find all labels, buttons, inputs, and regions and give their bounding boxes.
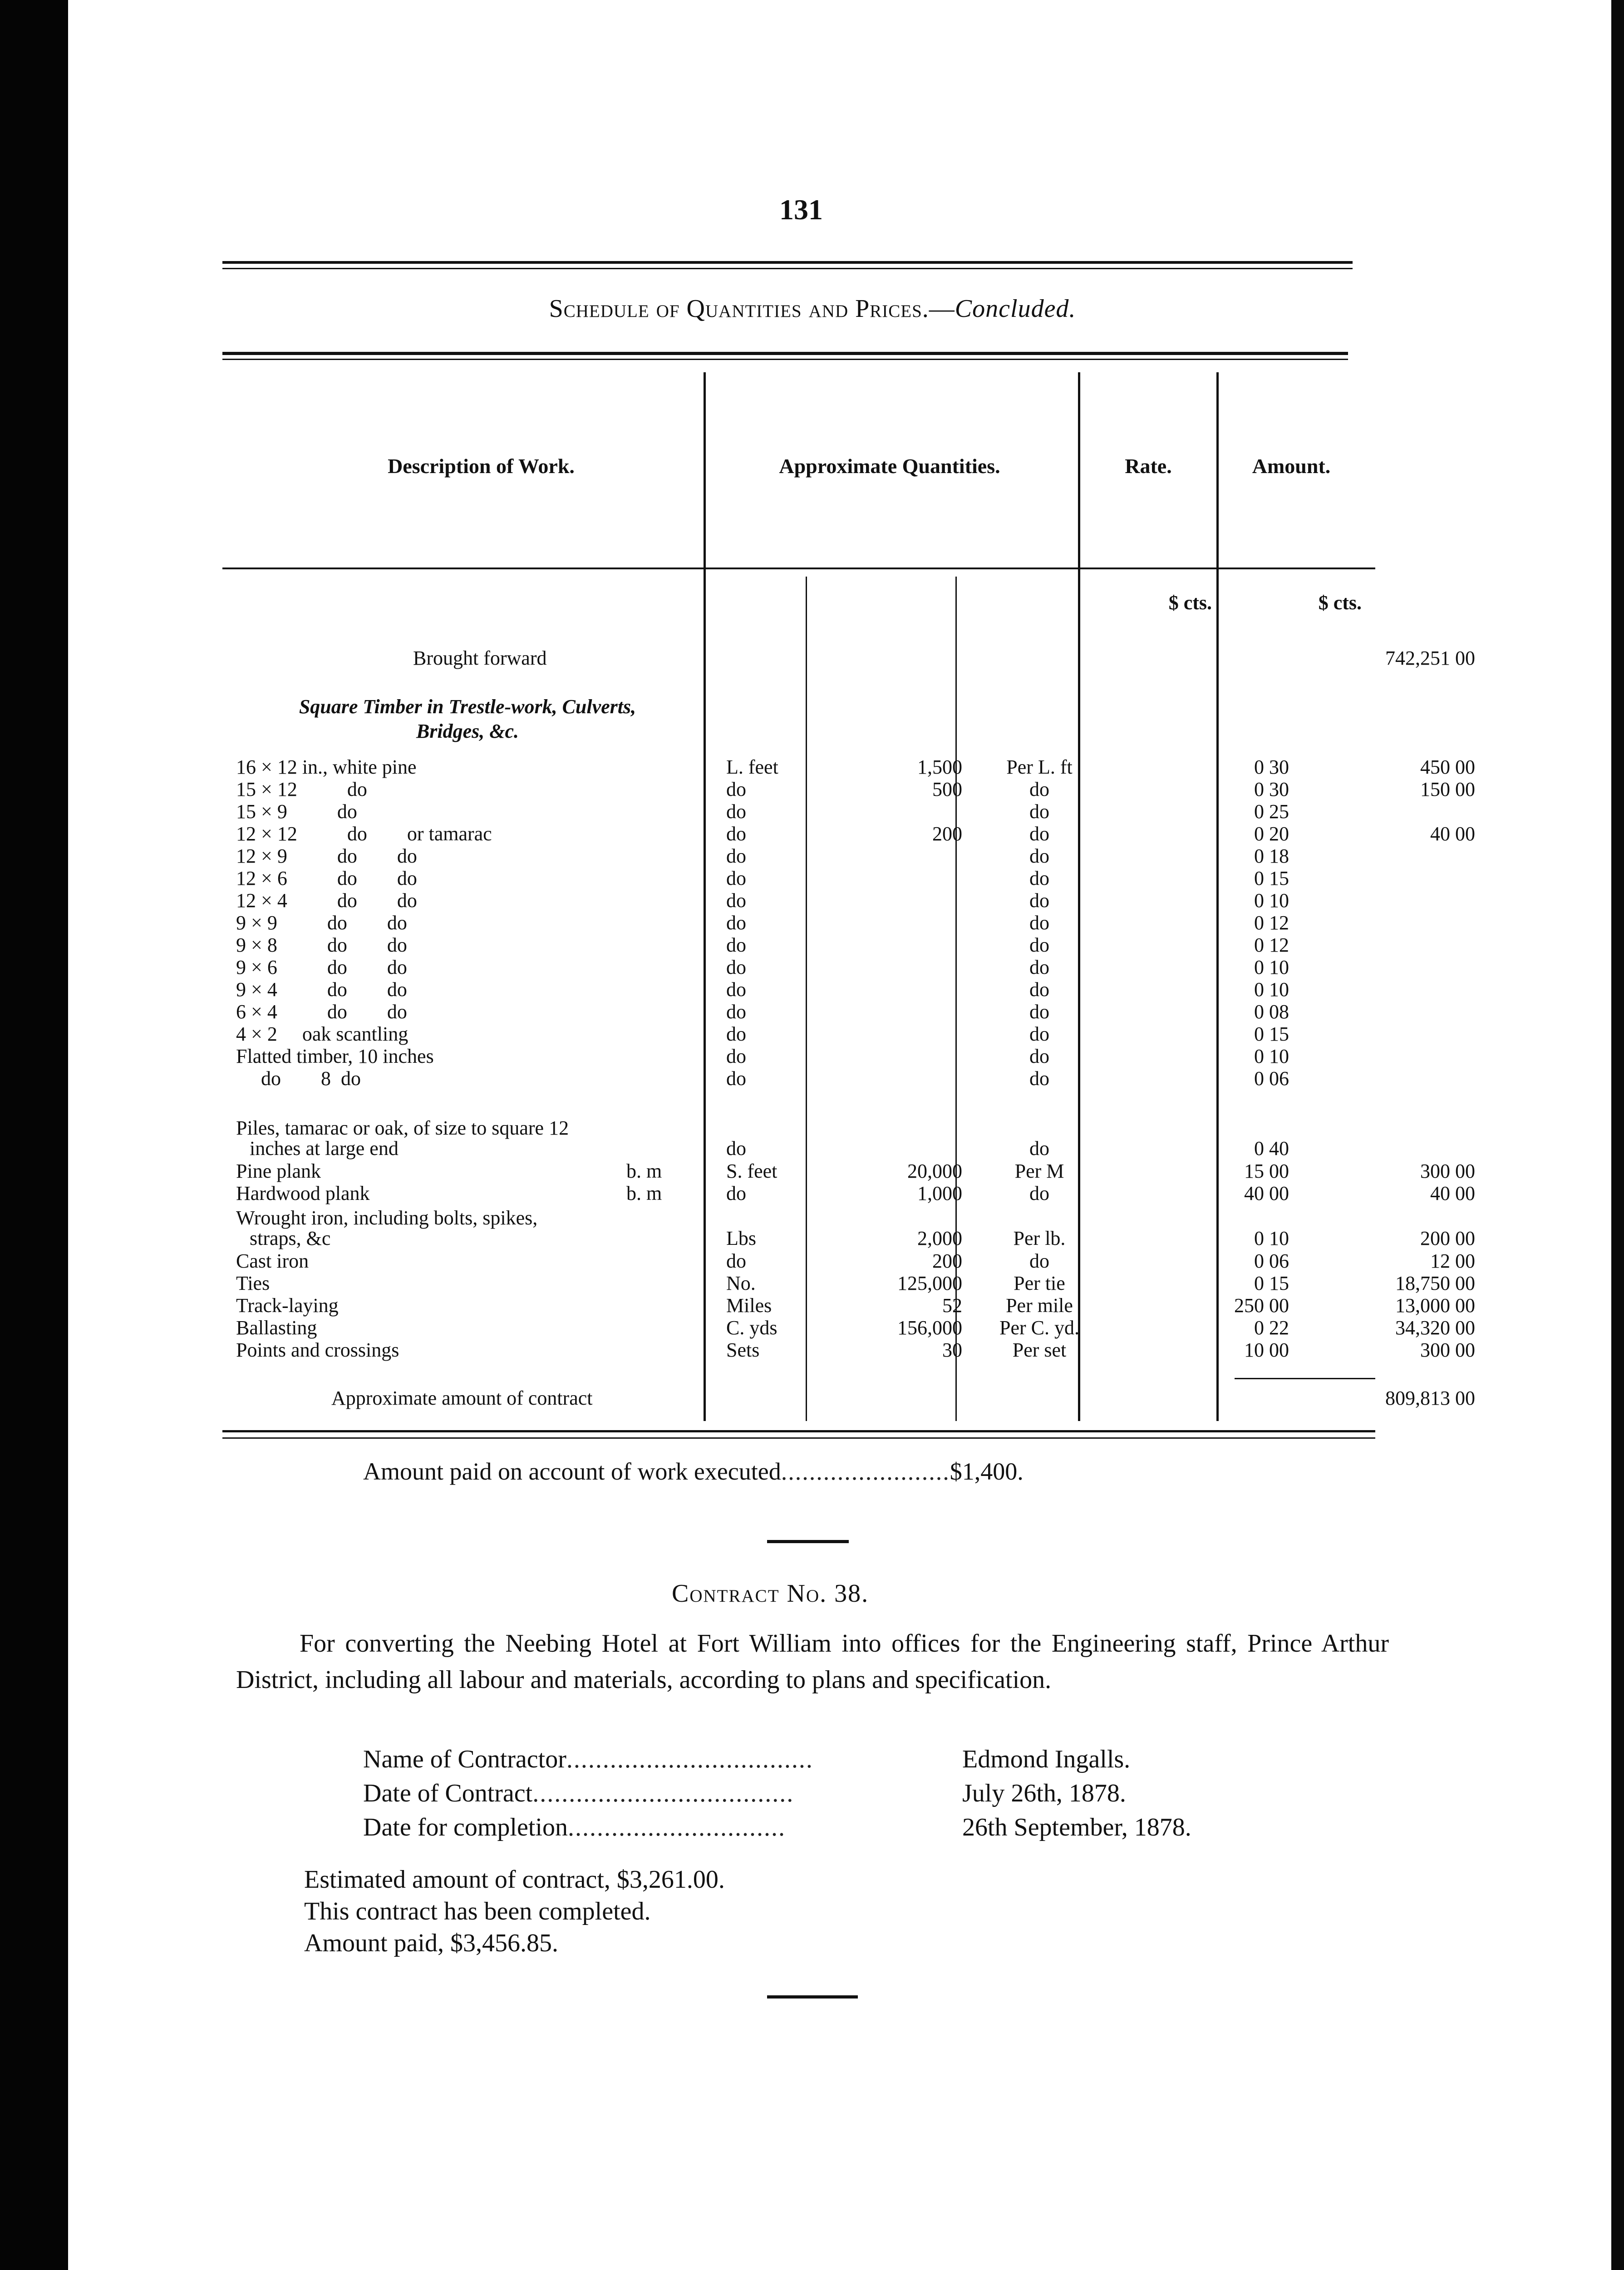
row-rate: 0 06 [1254, 1067, 1289, 1090]
row-unit: do [726, 889, 746, 912]
schedule-title-concluded: Concluded. [955, 295, 1076, 323]
row-description: Hardwood plank [236, 1182, 370, 1204]
row-unit: do [726, 1001, 746, 1023]
row-rate: 0 20 [1254, 823, 1289, 845]
section-heading-line: Square Timber in Trestle-work, Culverts, [299, 696, 636, 718]
row-per: do [1029, 1067, 1049, 1090]
contract-status: This contract has been completed. [304, 1897, 651, 1925]
row-unit: do [726, 800, 746, 823]
row-quantity: 200 [932, 823, 962, 845]
row-description: 12 × 9 do do [236, 845, 417, 867]
brought-forward-label: Brought forward [413, 647, 547, 669]
row-rate: 0 22 [1254, 1317, 1289, 1339]
table-row [236, 1272, 1475, 1295]
table-row [236, 778, 1475, 801]
brought-forward-row [236, 647, 1475, 670]
top-rule [222, 261, 1353, 264]
row-per: Per set [1012, 1339, 1067, 1361]
row-rate: 0 12 [1254, 934, 1289, 956]
row-description: 15 × 9 do [236, 800, 357, 823]
row-description: Pine plank [236, 1160, 321, 1182]
table-row [236, 1160, 1475, 1183]
row-per: Per C. yd. [999, 1317, 1079, 1339]
row-rate: 0 15 [1254, 1272, 1289, 1294]
row-unit: do [726, 1182, 746, 1204]
row-description: 16 × 12 in., white pine [236, 756, 417, 778]
row-unit: do [726, 823, 746, 845]
row-per: do [1029, 978, 1049, 1001]
row-description: Points and crossings [236, 1339, 399, 1361]
row-per: Per mile [1006, 1294, 1073, 1317]
row-description: 6 × 4 do do [236, 1001, 407, 1023]
row-quantity: 52 [942, 1294, 962, 1317]
table-row [236, 1023, 1375, 1046]
row-rate: 0 10 [1254, 978, 1289, 1001]
row-per: do [1029, 1045, 1049, 1067]
row-unit: Sets [726, 1339, 760, 1361]
row-amount: 300 00 [1420, 1339, 1475, 1361]
table-bottom-rule [222, 1430, 1375, 1432]
total-rule [1235, 1378, 1375, 1379]
row-rate: 0 30 [1254, 778, 1289, 800]
row-per: Per M [1014, 1160, 1064, 1182]
row-unit: do [726, 956, 746, 978]
row-rate: 15 00 [1244, 1160, 1289, 1182]
row-per: Per tie [1014, 1272, 1065, 1294]
top-rule-thin [222, 268, 1353, 269]
row-description: 9 × 8 do do [236, 934, 407, 956]
table-row [236, 1001, 1375, 1023]
row-unit: do [726, 934, 746, 956]
section-separator [767, 1540, 849, 1543]
table-row [236, 1250, 1475, 1273]
table-top-rule [222, 352, 1348, 355]
table-row [236, 867, 1375, 890]
row-rate: 0 18 [1254, 845, 1289, 867]
table-row [236, 1067, 1375, 1090]
row-description: Wrought iron, including bolts, spikes, [236, 1207, 538, 1229]
row-description: 9 × 6 do do [236, 956, 407, 978]
contract-field-value: July 26th, 1878. [962, 1779, 1126, 1807]
amount-paid-on-account: Amount paid on account of work executed........................$1,400. [363, 1458, 1024, 1485]
row-per: do [1029, 1137, 1049, 1160]
row-quantity: 125,000 [897, 1272, 962, 1294]
row-unit: Lbs [726, 1227, 756, 1249]
contract-field [363, 1809, 1191, 1846]
row-description: 15 × 12 do [236, 778, 367, 800]
row-description: straps, &c [250, 1227, 331, 1249]
row-rate: 250 00 [1234, 1294, 1289, 1317]
brought-forward-amount: 742,251 00 [1385, 647, 1475, 669]
schedule-title-dash: — [929, 295, 955, 323]
row-rate: 0 10 [1254, 1045, 1289, 1067]
contract-field [363, 1741, 1130, 1777]
table-row [236, 1045, 1375, 1068]
row-amount: 450 00 [1420, 756, 1475, 778]
table-row [236, 978, 1375, 1001]
contract-description: For converting the Neebing Hotel at Fort William into offices for the Engineering staff, Prince Arthur District, including all labour and materials, according to plans and specification. [236, 1629, 1389, 1694]
row-unit: C. yds [726, 1317, 778, 1339]
row-unit: No. [726, 1272, 756, 1294]
row-description: 9 × 9 do do [236, 912, 407, 934]
row-per: do [1029, 823, 1049, 845]
row-description: Piles, tamarac or oak, of size to square 12 [236, 1117, 569, 1139]
row-rate: 0 10 [1254, 956, 1289, 978]
table-row [236, 934, 1375, 957]
row-unit: Miles [726, 1294, 772, 1317]
scan-left-edge [0, 0, 68, 2270]
section-heading-line: Bridges, &c. [416, 720, 519, 742]
scan-right-edge [1611, 0, 1624, 2270]
contract-field-label: Name of Contractor.................................. [363, 1745, 813, 1773]
row-per: do [1029, 778, 1049, 800]
row-rate: 10 00 [1244, 1339, 1289, 1361]
row-rate: 0 06 [1254, 1250, 1289, 1272]
row-quantity: 156,000 [897, 1317, 962, 1339]
schedule-title [222, 294, 1403, 323]
row-amount: 34,320 00 [1395, 1317, 1475, 1339]
row-amount: 40 00 [1430, 1182, 1475, 1204]
amount-paid-label: Amount paid on account of work executed [363, 1458, 781, 1485]
row-unit: do [726, 978, 746, 1001]
row-quantity: 20,000 [907, 1160, 962, 1182]
row-quantity: 2,000 [917, 1227, 962, 1249]
row-per: do [1029, 867, 1049, 889]
row-per: do [1029, 889, 1049, 912]
row-description: Track-laying [236, 1294, 339, 1317]
contract-field-label: Date for completion.............................. [363, 1813, 786, 1841]
header-rule [222, 568, 1375, 569]
row-quantity: 200 [932, 1250, 962, 1272]
row-amount: 40 00 [1430, 823, 1475, 845]
header-description: Description of Work. [388, 454, 575, 478]
row-per: do [1029, 1023, 1049, 1045]
row-rate: 0 15 [1254, 867, 1289, 889]
row-rate: 0 12 [1254, 912, 1289, 934]
table-bottom-rule-thin [222, 1437, 1375, 1439]
row-rate: 0 10 [1254, 1227, 1289, 1249]
contract-title: Contract No. 38. [672, 1579, 869, 1608]
row-unit: S. feet [726, 1160, 778, 1182]
row-quantity: 1,500 [917, 756, 962, 778]
contract-field-label: Date of Contract.................................... [363, 1779, 794, 1807]
row-unit: do [726, 845, 746, 867]
table-top-rule-thin [222, 359, 1348, 360]
row-per: do [1029, 956, 1049, 978]
row-rate: 40 00 [1244, 1182, 1289, 1204]
table-row [236, 1182, 1475, 1205]
contract-field [363, 1775, 1126, 1811]
row-quantity: 500 [932, 778, 962, 800]
row-description: 4 × 2 oak scantling [236, 1023, 408, 1045]
table-row [236, 1294, 1475, 1317]
row-description: 9 × 4 do do [236, 978, 407, 1001]
row-description: Cast iron [236, 1250, 309, 1272]
table-row [236, 889, 1375, 912]
schedule-title-main: Schedule of Quantities and Prices. [549, 295, 929, 323]
table-row [236, 1227, 1475, 1250]
row-per: do [1029, 934, 1049, 956]
row-rate: 0 15 [1254, 1023, 1289, 1045]
table-row [236, 1117, 1375, 1140]
row-description: 12 × 4 do do [236, 889, 417, 912]
page-number: 131 [779, 193, 823, 226]
rate-unit-label: $ cts. [1168, 592, 1212, 614]
row-amount: 300 00 [1420, 1160, 1475, 1182]
contract-field-value: Edmond Ingalls. [962, 1745, 1131, 1773]
row-rate: 0 30 [1254, 756, 1289, 778]
row-rate: 0 08 [1254, 1001, 1289, 1023]
row-amount: 200 00 [1420, 1227, 1475, 1249]
row-suffix: b. m [626, 1182, 662, 1204]
row-unit: do [726, 912, 746, 934]
row-amount: 13,000 00 [1395, 1294, 1475, 1317]
row-suffix: b. m [626, 1160, 662, 1182]
row-per: do [1029, 1250, 1049, 1272]
table-row [236, 1339, 1475, 1362]
contract-field-value: 26th September, 1878. [962, 1813, 1191, 1841]
table-row [236, 1317, 1475, 1339]
header-rate: Rate. [1125, 454, 1172, 478]
row-description: do 8 do [236, 1067, 361, 1090]
section-heading [236, 695, 699, 744]
row-quantity: 1,000 [917, 1182, 962, 1204]
row-description: Ballasting [236, 1317, 317, 1339]
row-quantity: 30 [942, 1339, 962, 1361]
table-row [236, 800, 1375, 823]
table-row [236, 912, 1375, 934]
estimated-amount: Estimated amount of contract, $3,261.00. [304, 1865, 725, 1894]
row-unit: do [726, 1045, 746, 1067]
row-unit: do [726, 1137, 746, 1160]
row-per: do [1029, 800, 1049, 823]
amount-paid: Amount paid, $3,456.85. [304, 1929, 558, 1957]
header-quantities: Approximate Quantities. [779, 454, 1000, 478]
row-unit: do [726, 1023, 746, 1045]
row-description: Flatted timber, 10 inches [236, 1045, 434, 1067]
amount-unit-label: $ cts. [1318, 592, 1362, 614]
approximate-total-label: Approximate amount of contract [331, 1387, 593, 1409]
row-unit: do [726, 778, 746, 800]
row-per: do [1029, 1182, 1049, 1204]
row-amount: 12 00 [1430, 1250, 1475, 1272]
table-row [236, 845, 1375, 868]
approximate-total-row [236, 1387, 1475, 1410]
section-separator [767, 1995, 858, 1999]
row-per: do [1029, 1001, 1049, 1023]
row-description: Ties [236, 1272, 270, 1294]
row-per: do [1029, 912, 1049, 934]
row-per: do [1029, 845, 1049, 867]
row-rate: 0 10 [1254, 889, 1289, 912]
table-row [236, 956, 1375, 979]
row-amount: 18,750 00 [1395, 1272, 1475, 1294]
amount-paid-value: $1,400. [950, 1458, 1024, 1485]
table-row [236, 1137, 1375, 1160]
row-rate: 0 40 [1254, 1137, 1289, 1160]
row-unit: do [726, 867, 746, 889]
table-row [236, 1207, 1375, 1229]
row-unit: L. feet [726, 756, 778, 778]
row-unit: do [726, 1250, 746, 1272]
row-per: Per lb. [1013, 1227, 1066, 1249]
row-description: 12 × 6 do do [236, 867, 417, 889]
approximate-total-amount: 809,813 00 [1385, 1387, 1475, 1409]
row-per: Per L. ft [1006, 756, 1073, 778]
table-row [236, 756, 1475, 779]
row-unit: do [726, 1067, 746, 1090]
header-amount: Amount. [1252, 454, 1331, 478]
row-description: 12 × 12 do or tamarac [236, 823, 492, 845]
table-row [236, 823, 1475, 845]
row-amount: 150 00 [1420, 778, 1475, 800]
row-description: inches at large end [250, 1137, 399, 1160]
row-rate: 0 25 [1254, 800, 1289, 823]
